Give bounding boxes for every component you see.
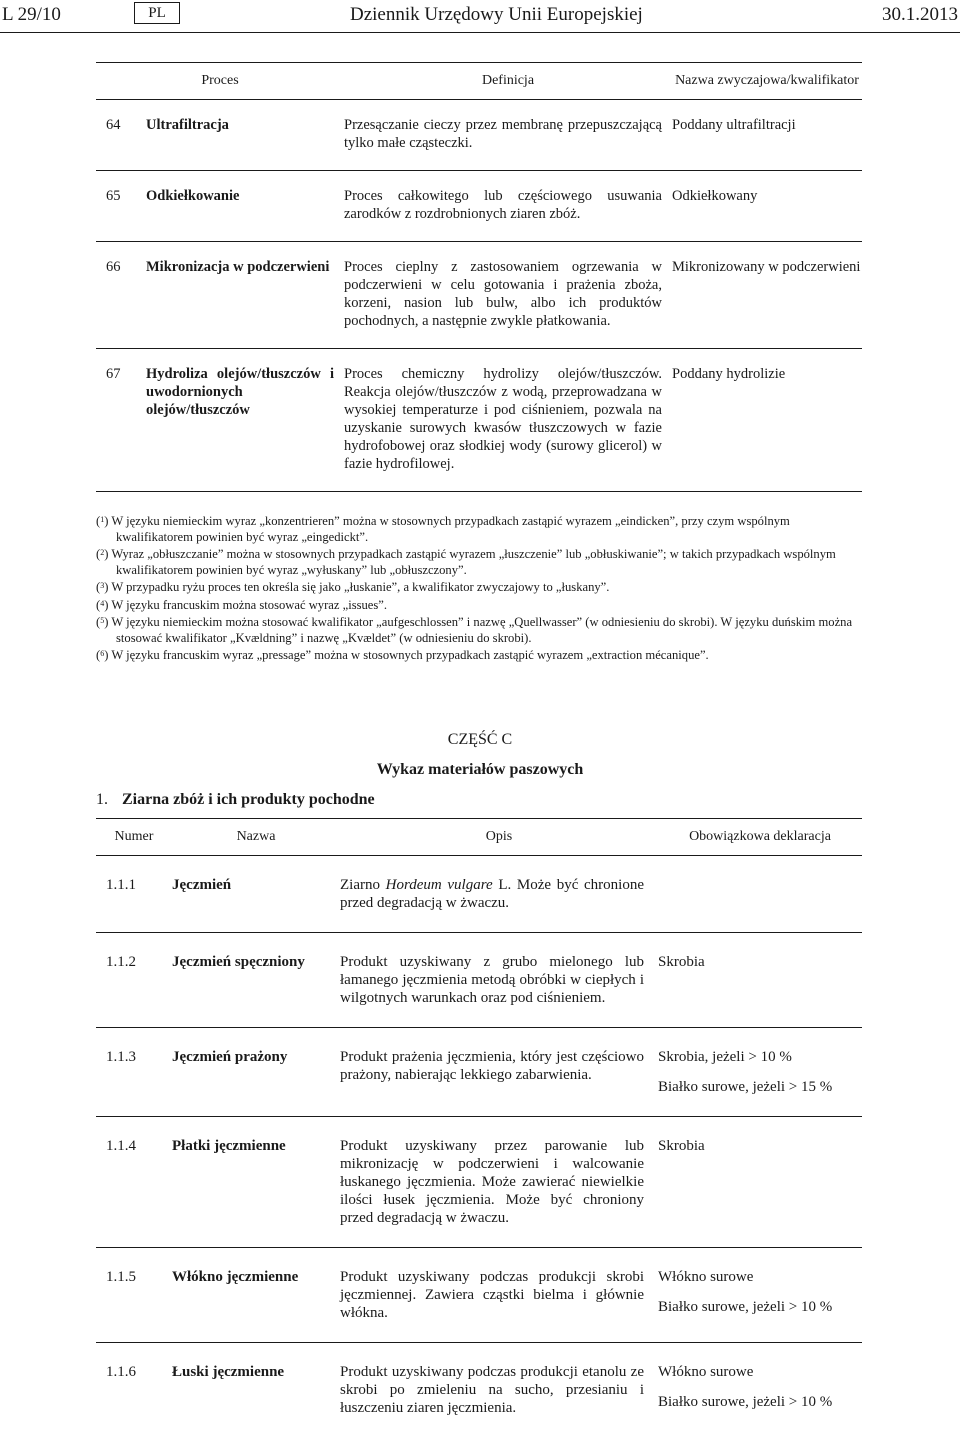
item-declaration: Włókno surowe Białko surowe, jeżeli > 10 % [658,1343,862,1437]
header-divider [0,32,960,33]
feed-table-header [96,819,862,856]
footnote: ($^5$) W języku niemieckim można stosować kwalifikator „aufgeschlossen” i nazwę „Quellwasser” (w odniesieniu do skrobi). W języku duńskim można stosować kwalifikator „Kvældning” i nazwę „Kvældet” (w odniesieniu do skrobi). [96,613,862,646]
footnote: ($^6$) W języku francuskim wyraz „pressage” można w stosownych przypadkach zastąpić wyrazem „extraction mécanique”. [96,646,862,664]
item-number: 1.1.1 [96,856,172,933]
item-description: Produkt uzyskiwany z grubo mielonego lub łamanego jęczmienia metodą obróbki w ciepłych i wilgotnych warunkach oraz pod ciśnieniem. [340,933,658,1028]
item-number: 1.1.4 [96,1117,172,1248]
section-title: Wykaz materiałów paszowych [0,761,960,779]
publication-date: 30.1.2013 [882,4,958,26]
item-description: Ziarno Hordeum vulgare L. Może być chronione przed degradacją w żwaczu. [340,856,658,933]
table-row [96,100,862,171]
item-number: 1.1.3 [96,1028,172,1117]
process-table-header [96,63,862,100]
process-definition: Proces cieplny z zastosowaniem ogrzewania w podczerwieni w celu gotowania i prażenia zboża, korzeni, nasion lub bulw, albo ich produktów pochodnych, a następnie zwykle płatkowania. [344,242,672,349]
subsection-number: 1. [96,791,108,808]
process-definition: Przesączanie cieczy przez membranę przepuszczającą tylko małe cząsteczki. [344,100,672,171]
process-definition: Proces chemiczny hydrolizy olejów/tłuszczów. Reakcja olejów/tłuszczów z wodą, przeprowadzana w wysokiej temperaturze i pod ciśnieniem, pozwala na uzyskanie surowych kwasów tłuszczowych w fazie hydrofobowej oraz słodkiej wody (surowy glicerol) w fazie hydrofilowej. [344,349,672,492]
process-name: Mikronizacja w podczerwieni [146,242,344,349]
item-declaration: Skrobia [658,933,862,1028]
item-description: Produkt uzyskiwany przez parowanie lub mikronizację w podczerwieni i walcowanie łuskanego jęczmienia. Może zawierać niewielkie ilości łusek jęczmienia. Może być chroniony przed degradacją w żwaczu. [340,1117,658,1248]
header-numer: Numer [96,819,172,856]
subsection-heading [96,791,375,809]
item-name: Jęczmień [172,856,340,933]
footnotes [96,512,862,664]
table-row [96,856,862,933]
header-proces: Proces [96,63,344,100]
part-heading: CZĘŚĆ C [0,731,960,749]
language-badge: PL [134,2,180,24]
row-number: 67 [96,349,146,492]
header-opis: Opis [340,819,658,856]
item-declaration: Skrobia, jeżeli > 10 % Białko surowe, jeżeli > 15 % [658,1028,862,1117]
item-name: Jęczmień spęczniony [172,933,340,1028]
process-name: Hydroliza olejów/tłuszczów i uwodornionych olejów/tłuszczów [146,349,344,492]
footnote: ($^4$) W języku francuskim można stosować wyraz „issues”. [96,596,862,614]
row-number: 64 [96,100,146,171]
table-row [96,1117,862,1248]
process-qualifier: Mikronizowany w podczerwieni [672,242,862,349]
row-number: 66 [96,242,146,349]
item-declaration: Włókno surowe Białko surowe, jeżeli > 10 % [658,1248,862,1343]
latin-name: Hordeum vulgare [386,877,493,893]
item-number: 1.1.5 [96,1248,172,1343]
table-row [96,242,862,349]
page-number: L 29/10 [2,4,61,26]
table-row [96,1028,862,1117]
item-declaration [658,856,862,933]
table-row [96,171,862,242]
process-qualifier: Odkiełkowany [672,171,862,242]
process-definition: Proces całkowitego lub częściowego usuwania zarodków z rozdrobnionych ziaren zbóż. [344,171,672,242]
process-qualifier: Poddany ultrafiltracji [672,100,862,171]
table-row [96,933,862,1028]
table-row [96,1248,862,1343]
header-nazwa: Nazwa zwyczajowa/kwalifikator [672,63,862,100]
footnote: ($^3$) W przypadku ryżu proces ten określa się jako „łuskanie”, a kwalifikator zwyczajowy to „łuskany”. [96,578,862,596]
item-description: Produkt uzyskiwany podczas produkcji skrobi jęczmiennej. Zawiera cząstki bielma i głównie włókna. [340,1248,658,1343]
footnote: ($^2$) Wyraz „obłuszczanie” można w stosownych przypadkach zastąpić wyrazem „łuszczenie” lub „obłuskiwanie”; w takich przypadkach wspólnym kwalifikatorem powinien być wyraz „wyłuskany” lub „obłuszczony”. [96,545,862,578]
process-qualifier: Poddany hydrolizie [672,349,862,492]
table-row [96,349,862,492]
item-name: Łuski jęczmienne [172,1343,340,1437]
item-name: Jęczmień prażony [172,1028,340,1117]
item-name: Płatki jęczmienne [172,1117,340,1248]
item-number: 1.1.6 [96,1343,172,1437]
process-table [96,62,862,492]
process-name: Ultrafiltracja [146,100,344,171]
item-description: Produkt prażenia jęczmienia, który jest częściowo prażony, nabierając lekkiego zabarwienia. [340,1028,658,1117]
page-header [0,0,960,30]
item-name: Włókno jęczmienne [172,1248,340,1343]
table-row [96,1343,862,1437]
subsection-title: Ziarna zbóż i ich produkty pochodne [122,791,375,808]
header-definicja: Definicja [344,63,672,100]
journal-title: Dziennik Urzędowy Unii Europejskiej [350,4,643,26]
item-number: 1.1.2 [96,933,172,1028]
item-declaration: Skrobia [658,1117,862,1248]
process-name: Odkiełkowanie [146,171,344,242]
row-number: 65 [96,171,146,242]
header-nazwa: Nazwa [172,819,340,856]
footnote: ($^1$) W języku niemieckim wyraz „konzentrieren” można w stosownych przypadkach zastąpić wyrazem „eindicken”, przy czym wspólnym kwalifikatorem powinien być wyraz „eingedickt”. [96,512,862,545]
item-description: Produkt uzyskiwany podczas produkcji etanolu ze skrobi po zmieleniu na sucho, przesianiu i łuszczeniu ziaren jęczmienia. [340,1343,658,1437]
feed-materials-table [96,818,862,1437]
header-deklaracja: Obowiązkowa deklaracja [658,819,862,856]
